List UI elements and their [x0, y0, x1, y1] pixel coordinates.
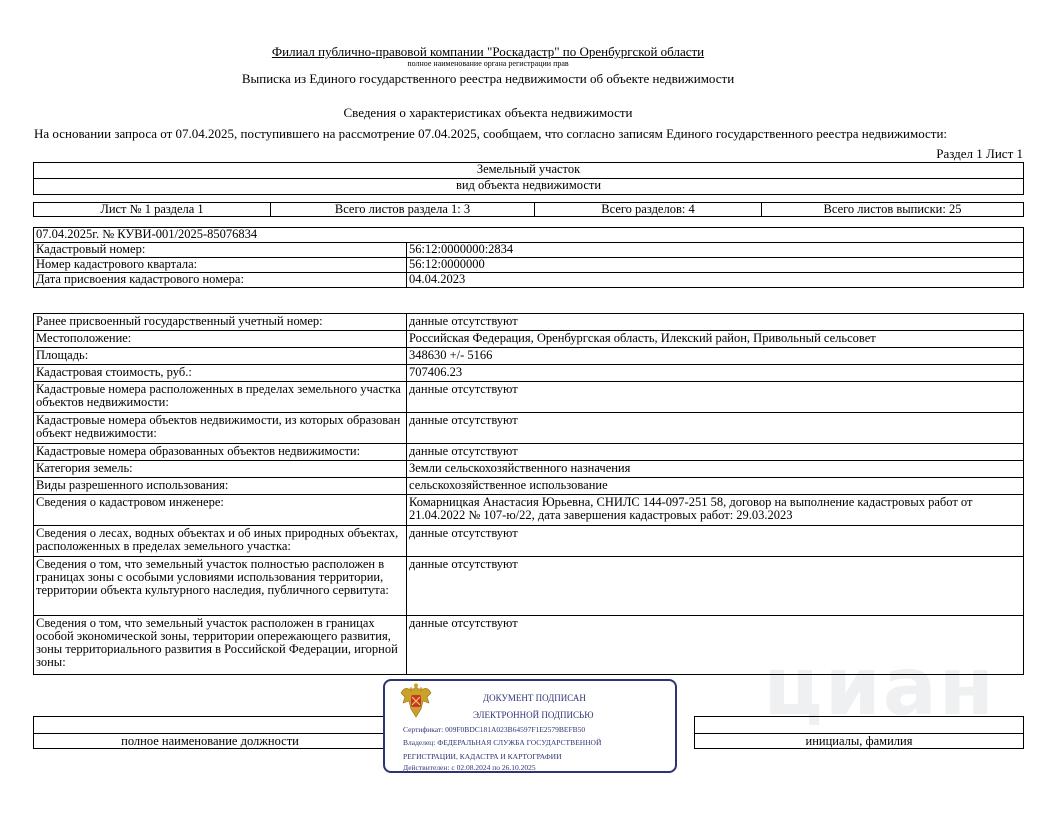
- detail-value: данные отсутствуют: [407, 557, 1024, 616]
- detail-row: [34, 365, 1024, 382]
- detail-label: Сведения о лесах, водных объектах и об иных природных объектах, расположенных в пределах земельного участка:: [34, 526, 407, 557]
- detail-row: [34, 413, 1024, 444]
- object-type-table: [33, 162, 1024, 195]
- detail-label: Ранее присвоенный государственный учетный номер:: [34, 314, 407, 331]
- document-title: Выписка из Единого государственного реестра недвижимости об объекте недвижимости: [241, 71, 735, 86]
- stamp-owner-2: РЕГИСТРАЦИИ, КАДАСТРА И КАРТОГРАФИИ: [403, 752, 562, 761]
- detail-row: [34, 461, 1024, 478]
- detail-row: [34, 314, 1024, 331]
- detail-label: Сведения о том, что земельный участок полностью расположен в границах зоны с особыми условиями использования территории, территории объекта культурного наследия, публичного сервитута:: [34, 557, 407, 616]
- name-cell: [694, 716, 1024, 734]
- detail-label: Сведения о кадастровом инженере:: [34, 495, 407, 526]
- coat-of-arms-icon: [399, 683, 433, 719]
- object-type-caption: вид объекта недвижимости: [34, 179, 1024, 195]
- name-caption: инициалы, фамилия: [694, 733, 1024, 749]
- organization-caption: полное наименование органа регистрации прав: [407, 59, 569, 68]
- sheet-number: Лист № 1 раздела 1: [34, 203, 271, 217]
- cadastral-info-table: [33, 227, 1024, 288]
- info-value: 56:12:0000000:2834: [407, 243, 1024, 258]
- detail-value: данные отсутствуют: [407, 616, 1024, 675]
- info-value: 56:12:0000000: [407, 258, 1024, 273]
- detail-label: Площадь:: [34, 348, 407, 365]
- characteristics-table: [33, 313, 1024, 675]
- detail-label: Местоположение:: [34, 331, 407, 348]
- detail-label: Кадастровые номера образованных объектов недвижимости:: [34, 444, 407, 461]
- sheets-table: [33, 202, 1024, 217]
- detail-value: сельскохозяйственное использование: [407, 478, 1024, 495]
- detail-row: [34, 495, 1024, 526]
- info-label: Дата присвоения кадастрового номера:: [34, 273, 407, 288]
- detail-label: Кадастровая стоимость, руб.:: [34, 365, 407, 382]
- detail-value: 707406.23: [407, 365, 1024, 382]
- detail-row: [34, 557, 1024, 616]
- stamp-line-1: ДОКУМЕНТ ПОДПИСАН: [483, 693, 586, 703]
- detail-label: Кадастровые номера расположенных в пределах земельного участка объектов недвижимости:: [34, 382, 407, 413]
- detail-value: 348630 +/- 5166: [407, 348, 1024, 365]
- sheets-in-section: Всего листов раздела 1: 3: [271, 203, 535, 217]
- detail-value: данные отсутствуют: [407, 413, 1024, 444]
- info-label: Кадастровый номер:: [34, 243, 407, 258]
- info-row: [34, 258, 1024, 273]
- sheets-total: Всего листов выписки: 25: [762, 203, 1024, 217]
- detail-row: [34, 382, 1024, 413]
- info-label: Номер кадастрового квартала:: [34, 258, 407, 273]
- request-basis-text: На основании запроса от 07.04.2025, поступившего на рассмотрение 07.04.2025, сообщаем, что согласно записям Единого государственного реестра недвижимости:: [34, 126, 948, 141]
- stamp-certificate: Сертификат: 009F0BDC181A023B64597F1E2579BEFB50: [403, 725, 586, 734]
- detail-label: Виды разрешенного использования:: [34, 478, 407, 495]
- detail-row: [34, 616, 1024, 675]
- document-number: 07.04.2025г. № КУВИ-001/2025-85076834: [34, 228, 1024, 243]
- detail-label: Сведения о том, что земельный участок расположен в границах особой экономической зоны, территории опережающего развития, зоны территориального развития в Российской Федерации, игорной зоны:: [34, 616, 407, 675]
- detail-label: Кадастровые номера объектов недвижимости, из которых образован объект недвижимости:: [34, 413, 407, 444]
- detail-row: [34, 444, 1024, 461]
- position-caption: полное наименование должности: [33, 733, 387, 749]
- stamp-owner-1: Владелец: ФЕДЕРАЛЬНАЯ СЛУЖБА ГОСУДАРСТВЕННОЙ: [403, 738, 602, 747]
- detail-value: Земли сельскохозяйственного назначения: [407, 461, 1024, 478]
- background-watermark: циан: [763, 640, 996, 733]
- detail-value: данные отсутствуют: [407, 314, 1024, 331]
- detail-row: [34, 478, 1024, 495]
- detail-label: Категория земель:: [34, 461, 407, 478]
- sections-total: Всего разделов: 4: [535, 203, 762, 217]
- position-cell: [33, 716, 387, 734]
- detail-row: [34, 331, 1024, 348]
- object-type: Земельный участок: [34, 163, 1024, 179]
- detail-value: данные отсутствуют: [407, 444, 1024, 461]
- organization-name: Филиал публично-правовой компании "Роскадастр" по Оренбургской области: [271, 44, 705, 59]
- info-row: [34, 273, 1024, 288]
- info-row: [34, 243, 1024, 258]
- detail-row: [34, 526, 1024, 557]
- detail-value: данные отсутствуют: [407, 382, 1024, 413]
- stamp-validity: Действителен: с 02.08.2024 по 26.10.2025: [403, 763, 536, 772]
- detail-value: Российская Федерация, Оренбургская область, Илекский район, Привольный сельсовет: [407, 331, 1024, 348]
- detail-value: Комарницкая Анастасия Юрьевна, СНИЛС 144-097-251 58, договор на выполнение кадастровых работ от 21.04.2022 № 107-ю/22, дата завершения кадастровых работ: 29.03.2023: [407, 495, 1024, 526]
- section-page-ref: Раздел 1 Лист 1: [936, 146, 1023, 161]
- detail-value: данные отсутствуют: [407, 526, 1024, 557]
- info-value: 04.04.2023: [407, 273, 1024, 288]
- electronic-signature-stamp: [383, 679, 677, 773]
- stamp-line-2: ЭЛЕКТРОННОЙ ПОДПИСЬЮ: [473, 710, 594, 720]
- detail-row: [34, 348, 1024, 365]
- document-subtitle: Сведения о характеристиках объекта недвижимости: [343, 105, 633, 120]
